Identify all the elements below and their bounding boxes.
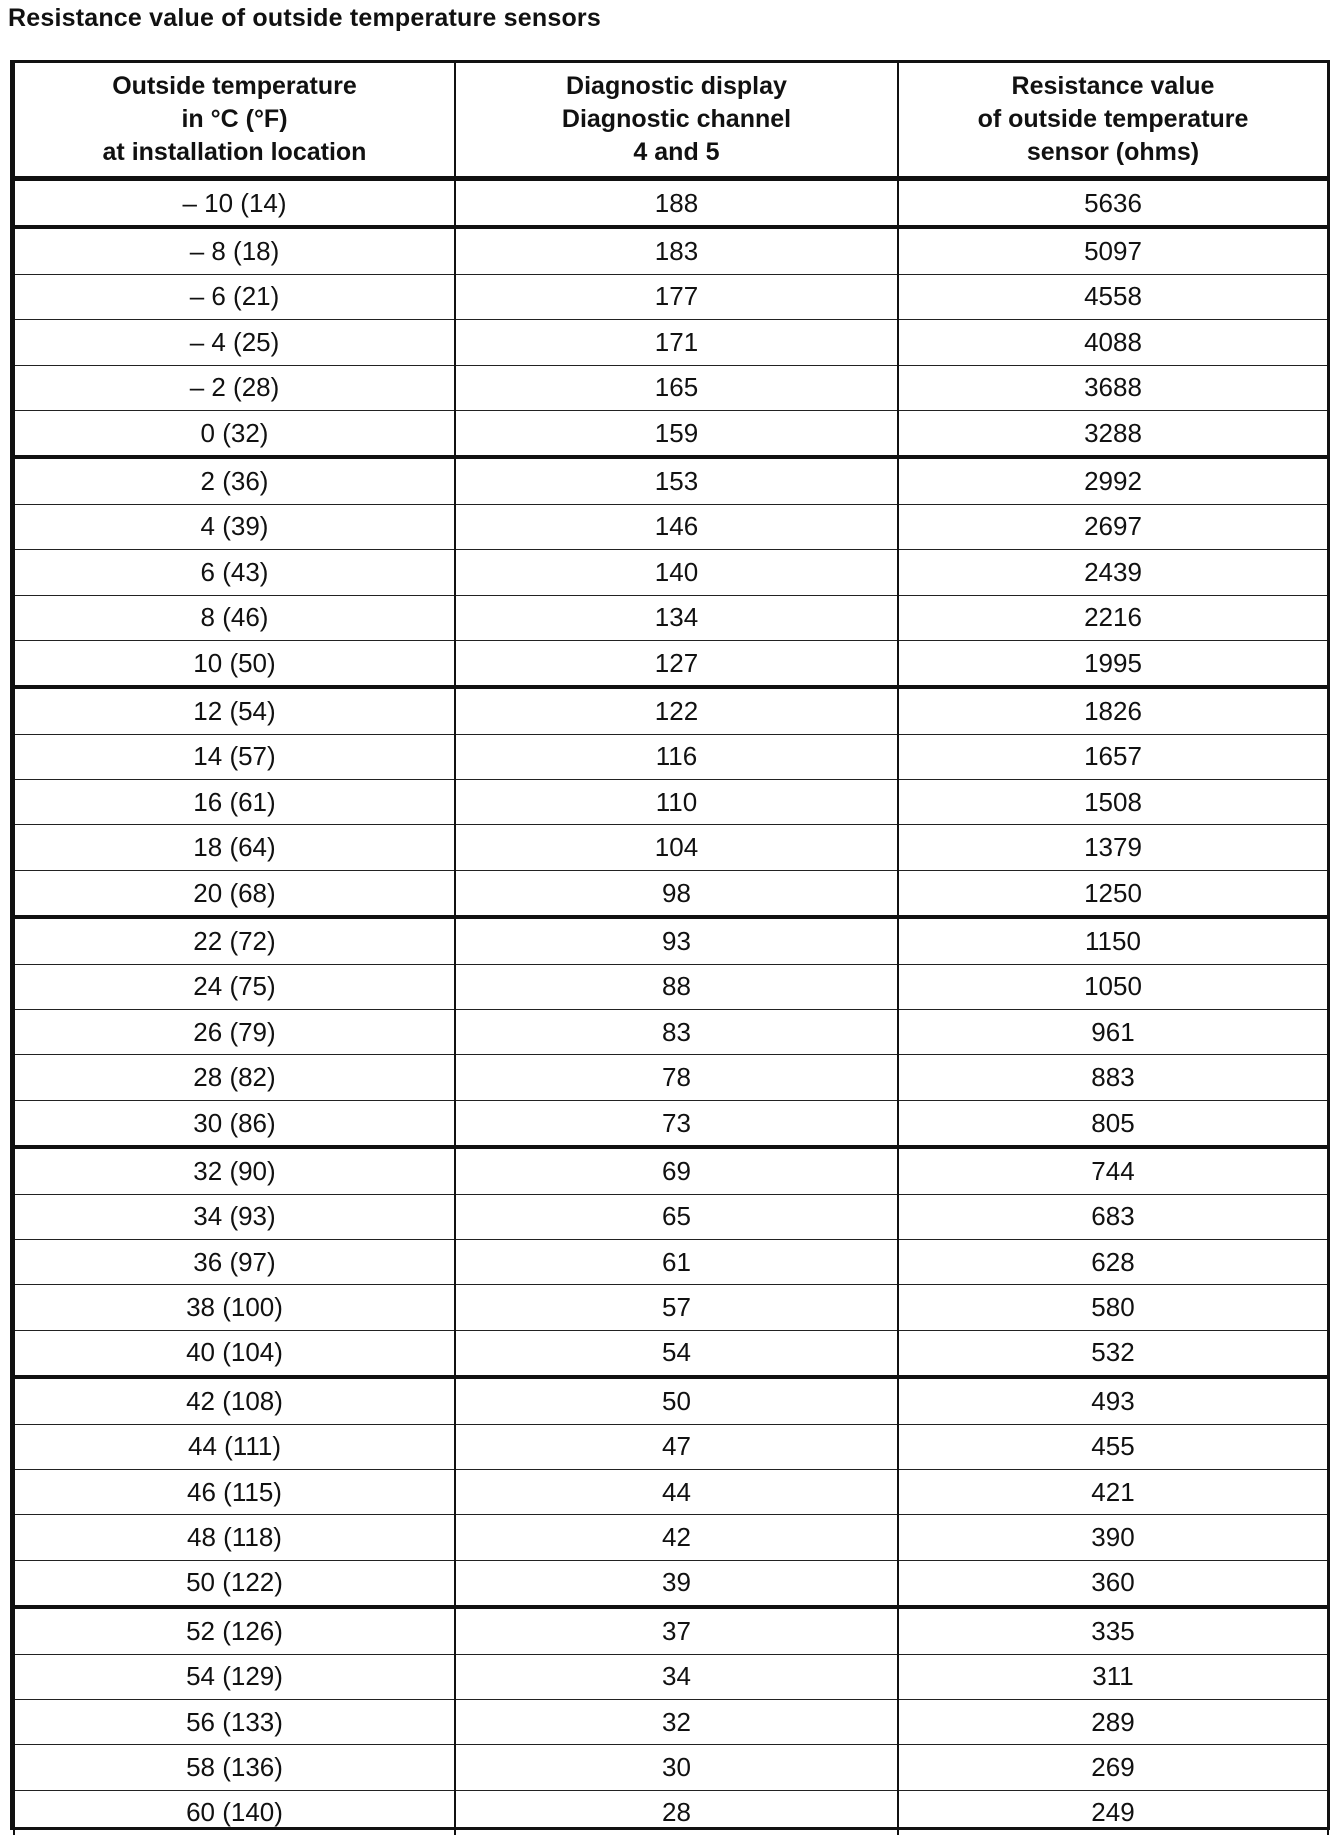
temperature-cell: 4 (39): [14, 504, 455, 549]
resistance-cell: 1508: [898, 780, 1328, 825]
temperature-cell: 44 (111): [14, 1424, 455, 1469]
table-row: [14, 595, 1328, 640]
diagnostic-value-cell: 122: [455, 687, 898, 734]
header-outside-temperature: [14, 63, 455, 179]
temperature-cell: 10 (50): [14, 640, 455, 687]
temperature-cell: – 6 (21): [14, 274, 455, 319]
resistance-cell: 2992: [898, 457, 1328, 504]
resistance-cell: 5636: [898, 179, 1328, 228]
resistance-table: [13, 63, 1329, 1835]
resistance-cell: 4558: [898, 274, 1328, 319]
header-row: [14, 63, 1328, 179]
resistance-cell: 269: [898, 1745, 1328, 1790]
resistance-cell: 421: [898, 1469, 1328, 1514]
resistance-cell: 3288: [898, 410, 1328, 457]
diagnostic-value-cell: 93: [455, 917, 898, 964]
table-row: [14, 825, 1328, 870]
resistance-cell: 493: [898, 1377, 1328, 1424]
temperature-cell: 48 (118): [14, 1515, 455, 1560]
diagnostic-value-cell: 188: [455, 179, 898, 228]
table-row: [14, 1607, 1328, 1654]
table-row: [14, 1560, 1328, 1607]
resistance-cell: 580: [898, 1285, 1328, 1330]
header-line: at installation location: [102, 138, 367, 166]
header-line: Diagnostic channel: [561, 105, 792, 133]
table-row: [14, 1699, 1328, 1744]
table-row: [14, 1377, 1328, 1424]
resistance-cell: 883: [898, 1055, 1328, 1100]
table-row: [14, 1424, 1328, 1469]
resistance-cell: 2439: [898, 550, 1328, 595]
temperature-cell: 46 (115): [14, 1469, 455, 1514]
resistance-cell: 390: [898, 1515, 1328, 1560]
temperature-cell: 24 (75): [14, 964, 455, 1009]
resistance-table-frame: [10, 60, 1330, 1830]
diagnostic-value-cell: 65: [455, 1194, 898, 1239]
diagnostic-value-cell: 30: [455, 1745, 898, 1790]
diagnostic-value-cell: 116: [455, 734, 898, 779]
table-row: [14, 1010, 1328, 1055]
resistance-cell: 1379: [898, 825, 1328, 870]
diagnostic-value-cell: 146: [455, 504, 898, 549]
resistance-cell: 249: [898, 1790, 1328, 1835]
table-row: [14, 1515, 1328, 1560]
diagnostic-value-cell: 83: [455, 1010, 898, 1055]
table-row: [14, 179, 1328, 228]
header-line: Outside temperature: [112, 72, 357, 100]
table-row: [14, 1147, 1328, 1194]
temperature-cell: 2 (36): [14, 457, 455, 504]
header-line: of outside temperature: [977, 105, 1249, 133]
resistance-cell: 961: [898, 1010, 1328, 1055]
table-row: [14, 365, 1328, 410]
table-row: [14, 1330, 1328, 1377]
diagnostic-value-cell: 183: [455, 227, 898, 274]
resistance-cell: 289: [898, 1699, 1328, 1744]
table-row: [14, 1790, 1328, 1835]
diagnostic-value-cell: 54: [455, 1330, 898, 1377]
temperature-cell: 14 (57): [14, 734, 455, 779]
table-row: [14, 410, 1328, 457]
temperature-cell: 34 (93): [14, 1194, 455, 1239]
table-row: [14, 550, 1328, 595]
diagnostic-value-cell: 28: [455, 1790, 898, 1835]
temperature-cell: 22 (72): [14, 917, 455, 964]
resistance-cell: 1657: [898, 734, 1328, 779]
diagnostic-value-cell: 159: [455, 410, 898, 457]
temperature-cell: 50 (122): [14, 1560, 455, 1607]
diagnostic-value-cell: 37: [455, 1607, 898, 1654]
diagnostic-value-cell: 47: [455, 1424, 898, 1469]
temperature-cell: 8 (46): [14, 595, 455, 640]
diagnostic-value-cell: 110: [455, 780, 898, 825]
temperature-cell: 40 (104): [14, 1330, 455, 1377]
temperature-cell: 0 (32): [14, 410, 455, 457]
diagnostic-value-cell: 69: [455, 1147, 898, 1194]
header-line: Resistance value: [1011, 72, 1215, 100]
table-row: [14, 457, 1328, 504]
temperature-cell: 36 (97): [14, 1239, 455, 1284]
diagnostic-value-cell: 177: [455, 274, 898, 319]
table-row: [14, 320, 1328, 365]
diagnostic-value-cell: 171: [455, 320, 898, 365]
temperature-cell: 12 (54): [14, 687, 455, 734]
resistance-cell: 1995: [898, 640, 1328, 687]
diagnostic-value-cell: 34: [455, 1654, 898, 1699]
table-row: [14, 780, 1328, 825]
table-row: [14, 227, 1328, 274]
table-row: [14, 964, 1328, 1009]
resistance-cell: 311: [898, 1654, 1328, 1699]
resistance-cell: 2216: [898, 595, 1328, 640]
temperature-cell: – 10 (14): [14, 179, 455, 228]
resistance-cell: 455: [898, 1424, 1328, 1469]
header-line: 4 and 5: [633, 138, 720, 166]
diagnostic-value-cell: 140: [455, 550, 898, 595]
temperature-cell: 26 (79): [14, 1010, 455, 1055]
diagnostic-value-cell: 165: [455, 365, 898, 410]
header-resistance-value: [898, 63, 1328, 179]
table-row: [14, 1285, 1328, 1330]
temperature-cell: 54 (129): [14, 1654, 455, 1699]
table-row: [14, 1194, 1328, 1239]
resistance-cell: 2697: [898, 504, 1328, 549]
table-row: [14, 504, 1328, 549]
resistance-cell: 683: [898, 1194, 1328, 1239]
table-row: [14, 640, 1328, 687]
temperature-cell: 20 (68): [14, 870, 455, 917]
temperature-cell: 6 (43): [14, 550, 455, 595]
temperature-cell: 58 (136): [14, 1745, 455, 1790]
temperature-cell: – 4 (25): [14, 320, 455, 365]
diagnostic-value-cell: 39: [455, 1560, 898, 1607]
diagnostic-value-cell: 42: [455, 1515, 898, 1560]
table-row: [14, 734, 1328, 779]
table-row: [14, 870, 1328, 917]
temperature-cell: 60 (140): [14, 1790, 455, 1835]
temperature-cell: 28 (82): [14, 1055, 455, 1100]
table-row: [14, 687, 1328, 734]
temperature-cell: – 2 (28): [14, 365, 455, 410]
header-line: sensor (ohms): [1026, 138, 1200, 166]
diagnostic-value-cell: 104: [455, 825, 898, 870]
table-row: [14, 1654, 1328, 1699]
resistance-cell: 805: [898, 1100, 1328, 1147]
diagnostic-value-cell: 57: [455, 1285, 898, 1330]
table-header: [14, 63, 1328, 179]
resistance-cell: 1826: [898, 687, 1328, 734]
table-row: [14, 1239, 1328, 1284]
resistance-cell: 4088: [898, 320, 1328, 365]
header-line: in °C (°F): [181, 105, 288, 133]
diagnostic-value-cell: 32: [455, 1699, 898, 1744]
diagnostic-value-cell: 88: [455, 964, 898, 1009]
resistance-cell: 3688: [898, 365, 1328, 410]
temperature-cell: 18 (64): [14, 825, 455, 870]
diagnostic-value-cell: 61: [455, 1239, 898, 1284]
temperature-cell: 30 (86): [14, 1100, 455, 1147]
temperature-cell: 52 (126): [14, 1607, 455, 1654]
resistance-cell: 360: [898, 1560, 1328, 1607]
temperature-cell: 56 (133): [14, 1699, 455, 1744]
table-row: [14, 274, 1328, 319]
table-row: [14, 1469, 1328, 1514]
table-row: [14, 1100, 1328, 1147]
resistance-cell: 1250: [898, 870, 1328, 917]
temperature-cell: 38 (100): [14, 1285, 455, 1330]
table-row: [14, 1055, 1328, 1100]
temperature-cell: – 8 (18): [14, 227, 455, 274]
resistance-cell: 532: [898, 1330, 1328, 1377]
diagnostic-value-cell: 153: [455, 457, 898, 504]
diagnostic-value-cell: 134: [455, 595, 898, 640]
resistance-cell: 1050: [898, 964, 1328, 1009]
header-line: Diagnostic display: [566, 72, 787, 100]
diagnostic-value-cell: 127: [455, 640, 898, 687]
header-diagnostic-display: [455, 63, 898, 179]
temperature-cell: 32 (90): [14, 1147, 455, 1194]
table-row: [14, 1745, 1328, 1790]
table-row: [14, 917, 1328, 964]
resistance-cell: 335: [898, 1607, 1328, 1654]
diagnostic-value-cell: 50: [455, 1377, 898, 1424]
resistance-cell: 628: [898, 1239, 1328, 1284]
document-title: Resistance value of outside temperature sensors: [8, 4, 601, 32]
diagnostic-value-cell: 78: [455, 1055, 898, 1100]
diagnostic-value-cell: 44: [455, 1469, 898, 1514]
temperature-cell: 16 (61): [14, 780, 455, 825]
table-body: [14, 179, 1328, 1836]
diagnostic-value-cell: 98: [455, 870, 898, 917]
resistance-cell: 5097: [898, 227, 1328, 274]
diagnostic-value-cell: 73: [455, 1100, 898, 1147]
temperature-cell: 42 (108): [14, 1377, 455, 1424]
resistance-cell: 1150: [898, 917, 1328, 964]
resistance-cell: 744: [898, 1147, 1328, 1194]
